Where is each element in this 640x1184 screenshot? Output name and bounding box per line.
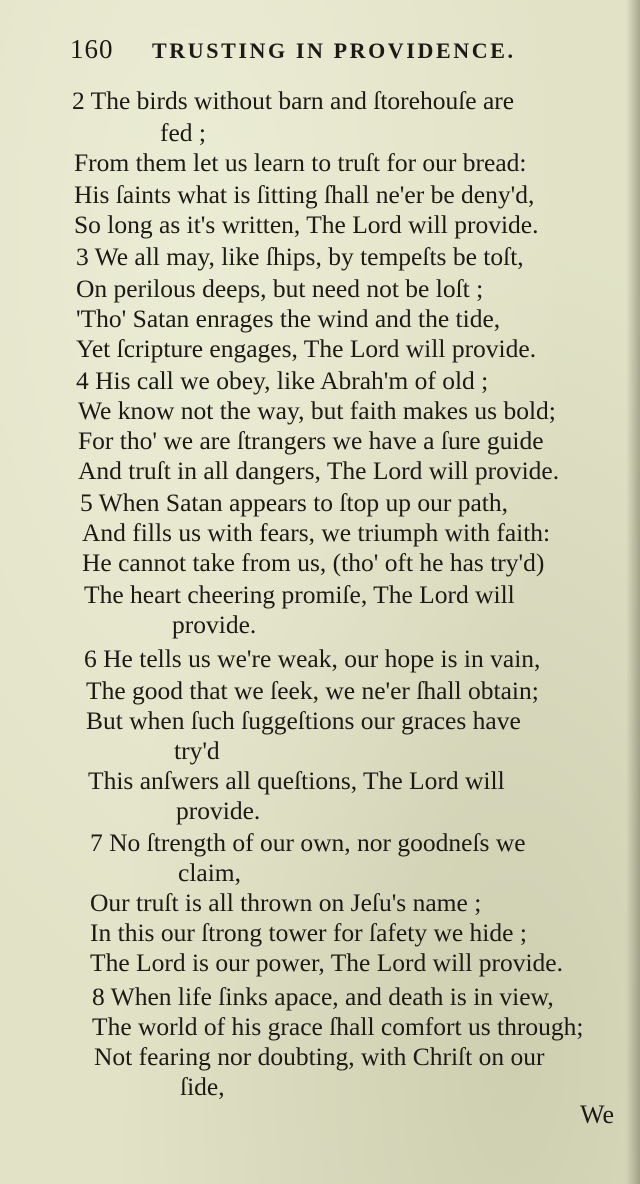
hymn-line: And truſt in all dangers, The Lord will provide. [78, 456, 560, 485]
hymn-line: Our truſt is all thrown on Jeſu's name ; [90, 888, 482, 917]
hymn-line: His ſaints what is ſitting ſhall ne'er be deny'd, [74, 180, 535, 209]
hymn-line: 'Tho' Satan enrages the wind and the tide, [76, 304, 501, 333]
hymn-line: On perilous deeps, but need not be loſt ; [76, 274, 484, 303]
hymn-line: try'd [174, 736, 220, 765]
hymn-line: 6 He tells us we're weak, our hope is in vain, [84, 644, 541, 673]
running-title: TRUSTING IN PROVIDENCE. [152, 38, 516, 63]
hymn-line: The Lord is our power, The Lord will provide. [90, 948, 563, 977]
hymn-line: fed ; [160, 118, 207, 147]
hymn-line: 7 No ſtrength of our own, nor goodneſs we [90, 828, 526, 857]
hymn-line: The heart cheering promiſe, The Lord will [84, 580, 515, 609]
hymn-line: And fills us with fears, we triumph with faith: [82, 518, 551, 547]
hymn-line: We know not the way, but faith makes us bold; [78, 396, 556, 425]
hymn-line: 4 His call we obey, like Abrah'm of old ; [76, 366, 489, 395]
hymn-line: 3 We all may, like ſhips, by tempeſts be toſt, [76, 242, 524, 271]
hymn-line: provide. [172, 610, 257, 639]
hymn-line: He cannot take from us, (tho' oft he has try'd) [82, 548, 545, 577]
page-number: 160 [70, 34, 114, 64]
hymn-line: Not fearing nor doubting, with Chriſt on our [94, 1042, 545, 1071]
hymn-line: claim, [178, 858, 242, 887]
hymn-line: The good that we ſeek, we ne'er ſhall obtain; [86, 676, 539, 705]
hymn-line: The world of his grace ſhall comfort us through; [92, 1012, 584, 1041]
hymn-line: This anſwers all queſtions, The Lord will [88, 766, 505, 795]
hymn-line: provide. [176, 796, 261, 825]
hymn-line: In this our ſtrong tower for ſafety we hide ; [90, 918, 527, 947]
hymn-line: For tho' we are ſtrangers we have a ſure guide [78, 426, 544, 455]
hymn-line: ſide, [180, 1072, 225, 1101]
hymn-line: But when ſuch ſuggeſtions our graces have [86, 706, 521, 735]
catchword: We [580, 1100, 614, 1129]
hymn-line: Yet ſcripture engages, The Lord will provide. [76, 334, 537, 363]
hymn-line: 5 When Satan appears to ſtop up our path, [80, 488, 508, 517]
hymn-line: 2 The birds without barn and ſtorehouſe are [72, 86, 515, 115]
hymn-line: So long as it's written, The Lord will provide. [74, 210, 539, 239]
hymn-line: From them let us learn to truſt for our bread: [74, 148, 527, 177]
hymn-line: 8 When life ſinks apace, and death is in view, [92, 982, 554, 1011]
